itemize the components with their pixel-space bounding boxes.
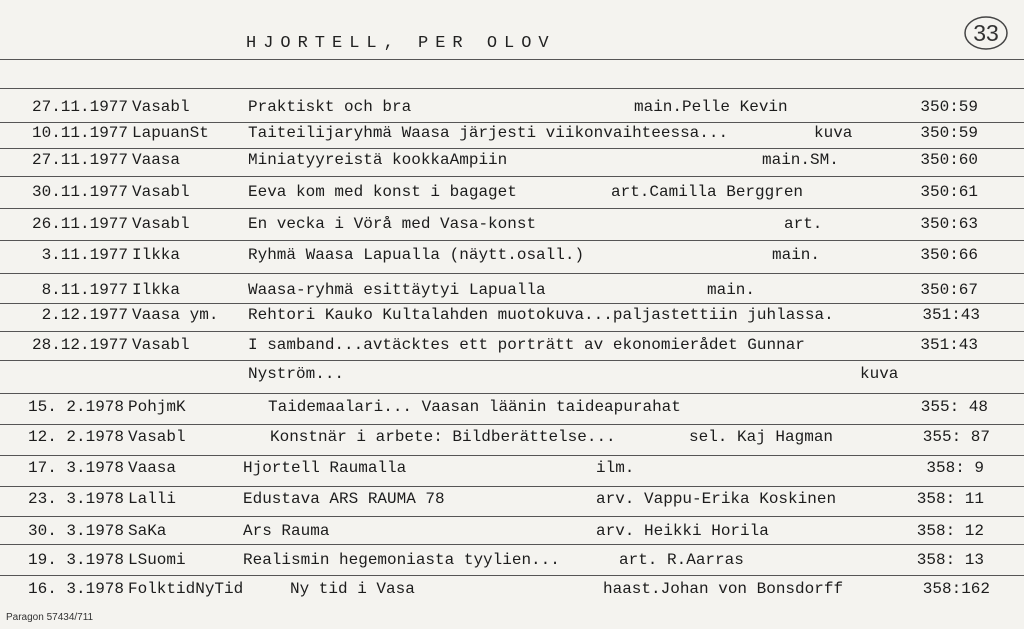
entry-source: Vasabl — [132, 336, 190, 354]
entry-source: PohjmK — [128, 398, 186, 416]
entry-date: 3.11.1977 — [41, 246, 128, 264]
entry-author: main.SM. — [762, 151, 839, 169]
entry-date: 2.12.1977 — [41, 306, 128, 324]
row-divider — [0, 486, 1024, 487]
list-item — [0, 306, 1024, 332]
divider — [0, 59, 1024, 60]
entry-author: art.Camilla Berggren — [611, 183, 804, 201]
entry-author: art. — [784, 215, 823, 233]
list-item — [0, 551, 1024, 577]
entry-title: Hjortell Raumalla — [243, 459, 407, 477]
entry-date: 30. 3.1978 — [27, 522, 124, 540]
row-divider — [0, 424, 1024, 425]
entry-date: 8.11.1977 — [41, 281, 128, 299]
entry-author: arv. Vappu-Erika Koskinen — [596, 490, 837, 508]
entry-title: Rehtori Kauko Kultalahden muotokuva...paljastettiin juhlassa. — [248, 306, 834, 324]
entry-title: Taiteilijaryhmä Waasa järjesti viikonvaihteessa... — [248, 124, 729, 142]
entry-author: art. R.Aarras — [619, 551, 744, 569]
card-footer: Paragon 57434/711 — [6, 612, 94, 623]
entry-reference: 358: 12 — [916, 522, 984, 540]
entry-date: 12. 2.1978 — [27, 428, 124, 446]
row-divider — [0, 455, 1024, 456]
entry-author: main. — [772, 246, 821, 264]
list-item — [0, 336, 1024, 362]
entry-source: Vaasa ym. — [132, 306, 219, 324]
entry-reference: 350:59 — [920, 98, 978, 116]
row-divider — [0, 516, 1024, 517]
entry-date: 15. 2.1978 — [27, 398, 124, 416]
card-number-stamp — [962, 14, 1010, 52]
list-item — [0, 522, 1024, 548]
entry-title: Realismin hegemoniasta tyylien... — [243, 551, 560, 569]
entry-author: kuva — [814, 124, 853, 142]
entry-reference: 358: 9 — [926, 459, 984, 477]
entry-title: Praktiskt och bra — [248, 98, 412, 116]
entry-reference: 350:61 — [920, 183, 978, 201]
entry-title: En vecka i Vörå med Vasa-konst — [248, 215, 537, 233]
list-item — [0, 580, 1024, 606]
entry-reference: 350:66 — [920, 246, 978, 264]
entry-source: Ilkka — [132, 246, 181, 264]
list-item — [0, 459, 1024, 485]
entry-author: arv. Heikki Horila — [596, 522, 769, 540]
entry-title: Waasa-ryhmä esittäytyi Lapualla — [248, 281, 546, 299]
entry-date: 27.11.1977 — [31, 151, 128, 169]
entry-source: Vasabl — [128, 428, 186, 446]
entry-title: Miniatyyreistä kookkaAmpiin — [248, 151, 508, 169]
entry-title: Eeva kom med konst i bagaget — [248, 183, 517, 201]
entry-title: Konstnär i arbete: Bildberättelse... — [270, 428, 616, 446]
entry-title: Edustava ARS RAUMA 78 — [243, 490, 445, 508]
entry-source: Vaasa — [128, 459, 177, 477]
entry-source: Vaasa — [132, 151, 181, 169]
list-item — [0, 281, 1024, 307]
list-item — [0, 365, 1024, 391]
entry-source: Ilkka — [132, 281, 181, 299]
entry-source: FolktidNyTid — [128, 580, 244, 598]
entry-date: 30.11.1977 — [31, 183, 128, 201]
entry-reference: 350:67 — [920, 281, 978, 299]
card-title: HJORTELL, PER OLOV — [246, 34, 556, 53]
entry-reference: 355: 48 — [920, 398, 988, 416]
entry-reference: 351:43 — [920, 336, 978, 354]
entry-source: LapuanSt — [132, 124, 209, 142]
entry-author: kuva — [860, 365, 899, 383]
list-item — [0, 98, 1024, 124]
entry-author: ilm. — [596, 459, 635, 477]
entry-title: Ars Rauma — [243, 522, 330, 540]
entry-source: Lalli — [128, 490, 177, 508]
entry-source: Vasabl — [132, 183, 190, 201]
entry-source: Vasabl — [132, 215, 190, 233]
list-item — [0, 151, 1024, 177]
entry-date: 27.11.1977 — [31, 98, 128, 116]
entry-source: SaKa — [128, 522, 167, 540]
entry-source: LSuomi — [128, 551, 186, 569]
list-item — [0, 246, 1024, 272]
list-item — [0, 215, 1024, 241]
entry-reference: 351:43 — [922, 306, 980, 324]
entry-title: I samband...avtäcktes ett porträtt av ekonomierådet Gunnar — [248, 336, 805, 354]
entry-author: main.Pelle Kevin — [634, 98, 788, 116]
list-item — [0, 490, 1024, 516]
list-item — [0, 398, 1024, 424]
entry-date: 28.12.1977 — [31, 336, 128, 354]
list-item — [0, 183, 1024, 209]
entry-reference: 358: 11 — [916, 490, 984, 508]
entry-date: 16. 3.1978 — [27, 580, 124, 598]
card-number: 33 — [973, 20, 999, 46]
entry-title: Nyström... — [248, 365, 345, 383]
entry-date: 10.11.1977 — [31, 124, 128, 142]
entry-date: 19. 3.1978 — [27, 551, 124, 569]
entry-reference: 350:60 — [920, 151, 978, 169]
entry-reference: 350:59 — [920, 124, 978, 142]
divider — [0, 88, 1024, 89]
entry-reference: 358: 13 — [916, 551, 984, 569]
list-item — [0, 428, 1024, 454]
entry-title: Taidemaalari... Vaasan läänin taideapurahat — [268, 398, 681, 416]
entry-reference: 355: 87 — [922, 428, 990, 446]
entry-author: main. — [707, 281, 756, 299]
entry-reference: 350:63 — [920, 215, 978, 233]
entry-date: 23. 3.1978 — [27, 490, 124, 508]
list-item — [0, 124, 1024, 150]
entry-source: Vasabl — [132, 98, 190, 116]
entry-reference: 358:162 — [922, 580, 990, 598]
entry-title: Ryhmä Waasa Lapualla (näytt.osall.) — [248, 246, 585, 264]
entry-title: Ny tid i Vasa — [290, 580, 415, 598]
entry-date: 26.11.1977 — [31, 215, 128, 233]
row-divider — [0, 273, 1024, 274]
row-divider — [0, 393, 1024, 394]
entry-author: haast.Johan von Bonsdorff — [603, 580, 844, 598]
entry-date: 17. 3.1978 — [27, 459, 124, 477]
entry-author: sel. Kaj Hagman — [689, 428, 834, 446]
